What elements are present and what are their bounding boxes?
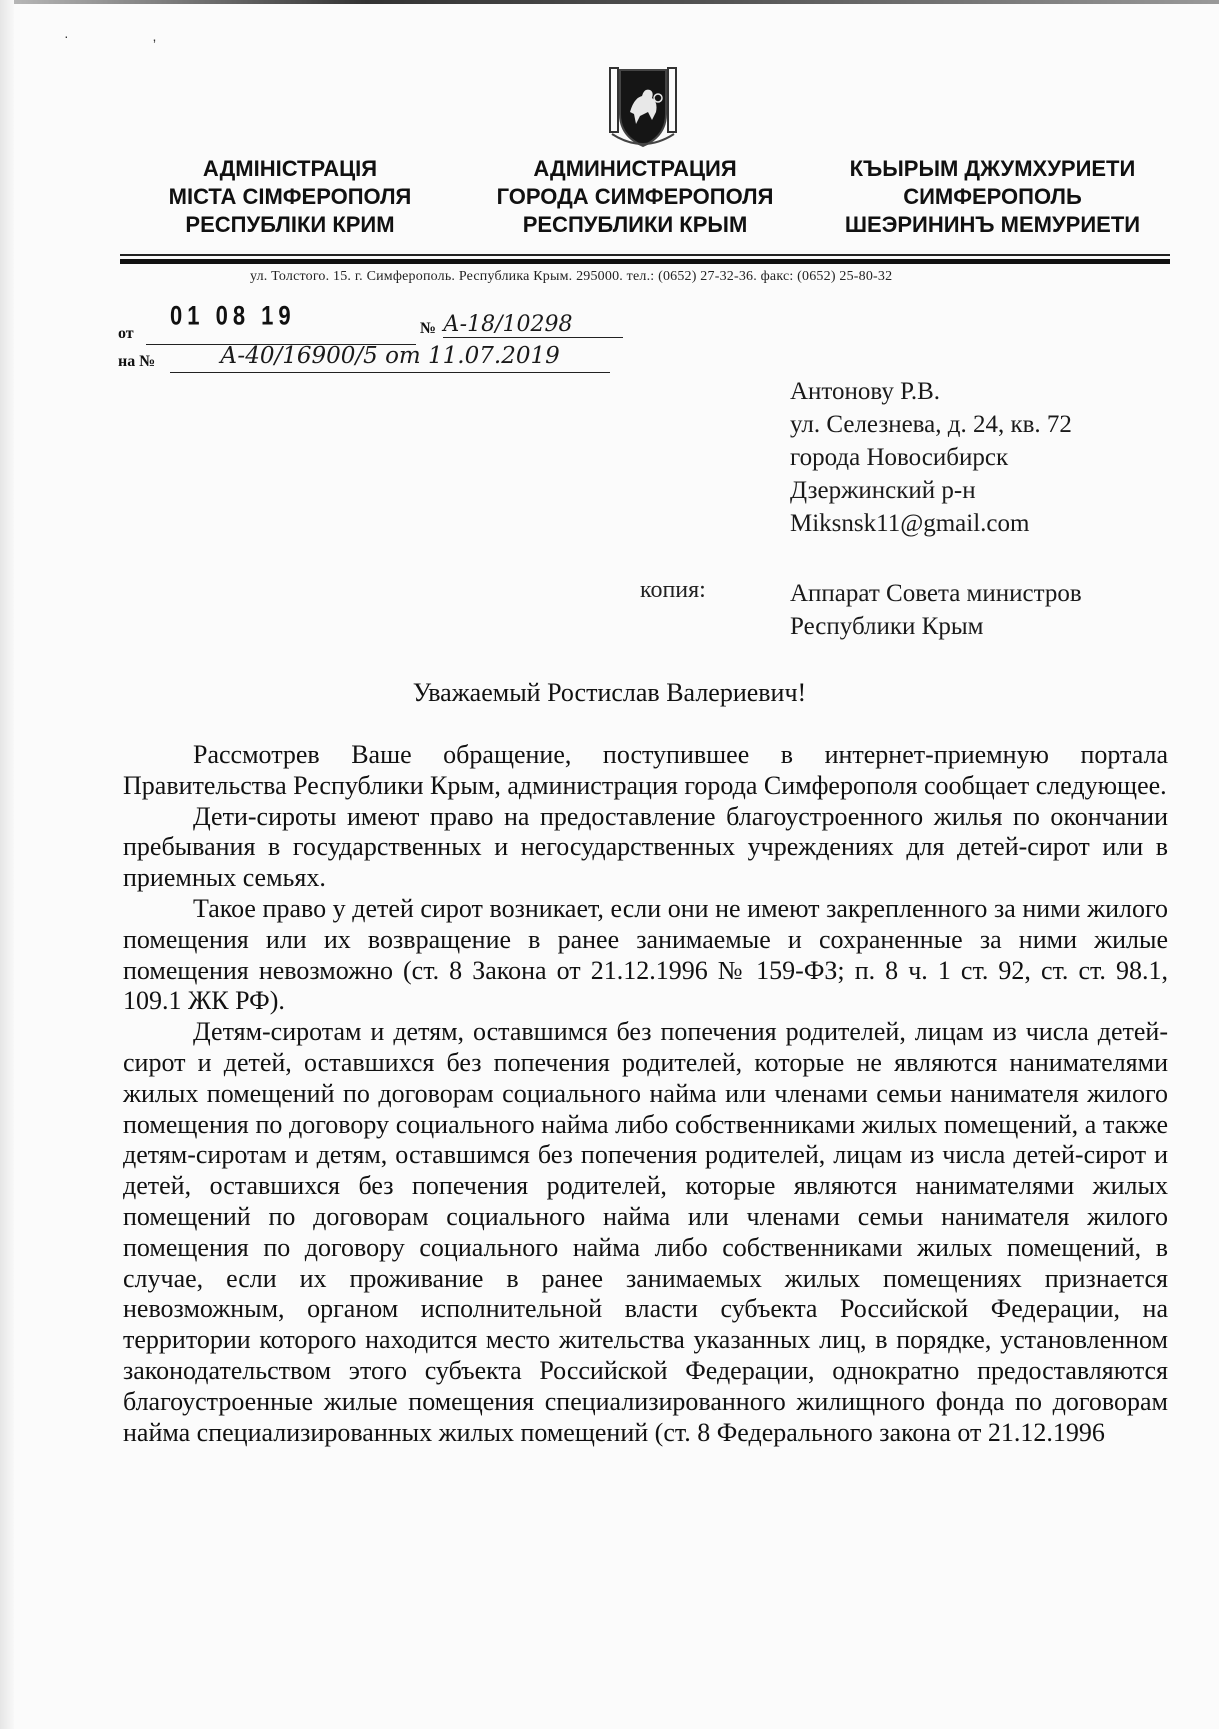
crimea-coat-of-arms-icon [608,62,678,152]
copy-label: копия: [640,577,706,603]
outgoing-number: А-18/10298 [443,312,623,338]
copy-recipient [790,577,1082,643]
org-line: РЕСПУБЛИКИ КРЫМ [522,212,748,237]
copy-line: Аппарат Совета министров [790,580,1082,607]
greeting: Уважаемый Ростислав Валериевич! [412,678,807,707]
org-line: АДМИНИСТРАЦИЯ [533,156,737,181]
number-label: № [420,320,437,337]
recipient-street: ул. Селезнева, д. 24, кв. 72 [790,411,1072,438]
recipient-city: города Новосибирск [790,444,1009,471]
scan-edge-left [0,0,14,1729]
recipient-name: Антонову Р.В. [790,378,941,405]
org-line: АДМІНІСТРАЦІЯ [202,156,378,181]
org-line: ШЕЭРИНИНЪ МЕМУРИЕТИ [844,212,1141,237]
header-divider-thin [120,254,1170,256]
paragraph: Дети-сироты имеют право на предоставление благоустроенного жилья по окончании пребывания в государственных и негосударственных учреждениях для детей-сирот или в приемных семьях. [123,801,1168,893]
scan-edge-top [0,0,1219,4]
date-label: от [118,325,134,342]
org-line: РЕСПУБЛІКИ КРИМ [185,212,395,237]
header-divider-thick [120,259,1170,264]
org-name-russian [470,155,800,239]
org-line: СИМФЕРОПОЛЬ [903,184,1082,209]
copy-line: Республики Крым [790,613,984,640]
org-line: КЪЫРЫМ ДЖУМХУРИЕТИ [849,156,1136,181]
org-name-crimean-tatar [815,155,1170,239]
org-address: ул. Толстого. 15. г. Симферополь. Республика Крым. 295000. тел.: (0652) 27-32-36. факс: (0652) 25-80-32 [250,269,893,284]
in-reply-number: А-40/16900/5 от 11.07.2019 [220,343,560,369]
date-stamp: 01 08 19 [170,300,296,331]
paragraph: Рассмотрев Ваше обращение, поступившее в интернет-приемную портала Правительства Республики Крым, администрация города Симферополя сообщает следующее. [123,740,1168,800]
corner-marks: · , [64,28,197,44]
in-reply-underline [170,372,610,373]
org-line: МІСТА СІМФЕРОПОЛЯ [168,184,412,209]
letter-body [123,740,1168,1448]
paragraph: Детям-сиротам и детям, оставшимся без попечения родителей, лицам из числа детей-сирот и детей, оставшихся без попечения родителей, которые не являются нанимателями жилых помещений по договорам социального найма или членами семьи нанимателя жилого помещения по договору социального найма либо собственниками жилых помещений, а также детям-сиротам и детям, оставшимся без попечения родителей, лицам из числа детей-сирот и детей, оставшихся без попечения родителей, которые являются нанимателями жилых помещений по договорам социального найма или членами семьи нанимателя жилого помещения по договору социального найма либо собственниками жилых помещений, в случае, если их проживание в ранее занимаемых жилых помещениях признается невозможным, органом исполнительной власти субъекта Российской Федерации, на территории которого находится место жительства указанных лиц, в порядке, установленном законодательством этого субъекта Российской Федерации, однократно предоставляются благоустроенные жилые помещения специализированного жилищного фонда по договорам найма специализированных жилых помещений (ст. 8 Федерального закона от 21.12.1996 [123,1017,1168,1447]
paragraph: Такое право у детей сирот возникает, если они не имеют закрепленного за ними жилого помещения или их возвращение в ранее занимаемые и сохраненные за ними жилые помещения невозможно (ст. 8 Закона от 21.12.1996 № 159-ФЗ; п. 8 ч. 1 ст. 92, ст. ст. 98.1, 109.1 ЖК РФ). [123,893,1168,1016]
recipient-block [790,375,1072,540]
recipient-district: Дзержинский р-н [790,477,976,504]
org-name-ukrainian [150,155,430,239]
org-line: ГОРОДА СИМФЕРОПОЛЯ [496,184,774,209]
in-reply-label: на № [118,353,156,370]
recipient-email: Miksnsk11@gmail.com [790,510,1030,537]
